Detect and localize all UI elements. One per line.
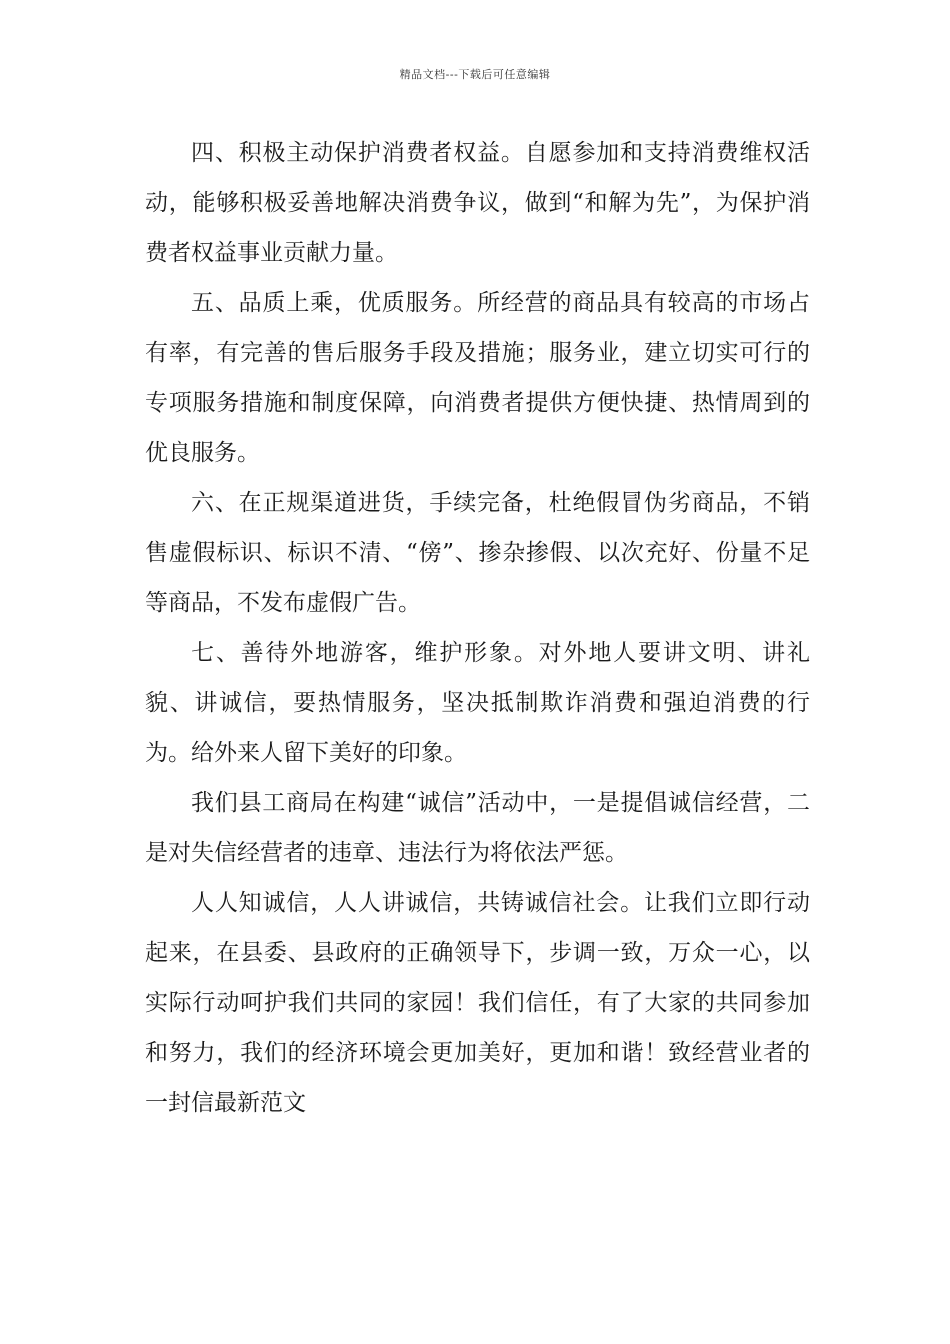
paragraph-bureau-activity: 我们县工商局在构建“诚信”活动中，一是提倡诚信经营，二是对失信经营者的违章、违法行为将依法严惩。 [145, 790, 810, 866]
document-body [145, 128, 810, 1128]
paragraph-5: 五、品质上乘，优质服务。所经营的商品具有较高的市场占有率，有完善的售后服务手段及措施；服务业，建立切实可行的专项服务措施和制度保障，向消费者提供方便快捷、热情周到的优良服务。 [145, 290, 810, 466]
page-header: 精品文档---下载后可任意编辑 [399, 68, 551, 81]
paragraph-7: 七、善待外地游客，维护形象。对外地人要讲文明、讲礼貌、讲诚信，要热情服务，坚决抵制欺诈消费和强迫消费的行为。给外来人留下美好的印象。 [145, 640, 810, 766]
paragraph-6: 六、在正规渠道进货，手续完备，杜绝假冒伪劣商品，不销售虚假标识、标识不清、“傍”、掺杂掺假、以次充好、份量不足等商品，不发布虚假广告。 [145, 490, 810, 616]
paragraph-closing: 人人知诚信，人人讲诚信，共铸诚信社会。让我们立即行动起来，在县委、县政府的正确领导下，步调一致，万众一心，以实际行动呵护我们共同的家园！我们信任，有了大家的共同参加和努力，我们的经济环境会更加美好，更加和谐！致经营业者的一封信最新范文 [145, 890, 810, 1116]
paragraph-4: 四、积极主动保护消费者权益。自愿参加和支持消费维权活动，能够积极妥善地解决消费争议，做到“和解为先”，为保护消费者权益事业贡献力量。 [145, 140, 810, 266]
